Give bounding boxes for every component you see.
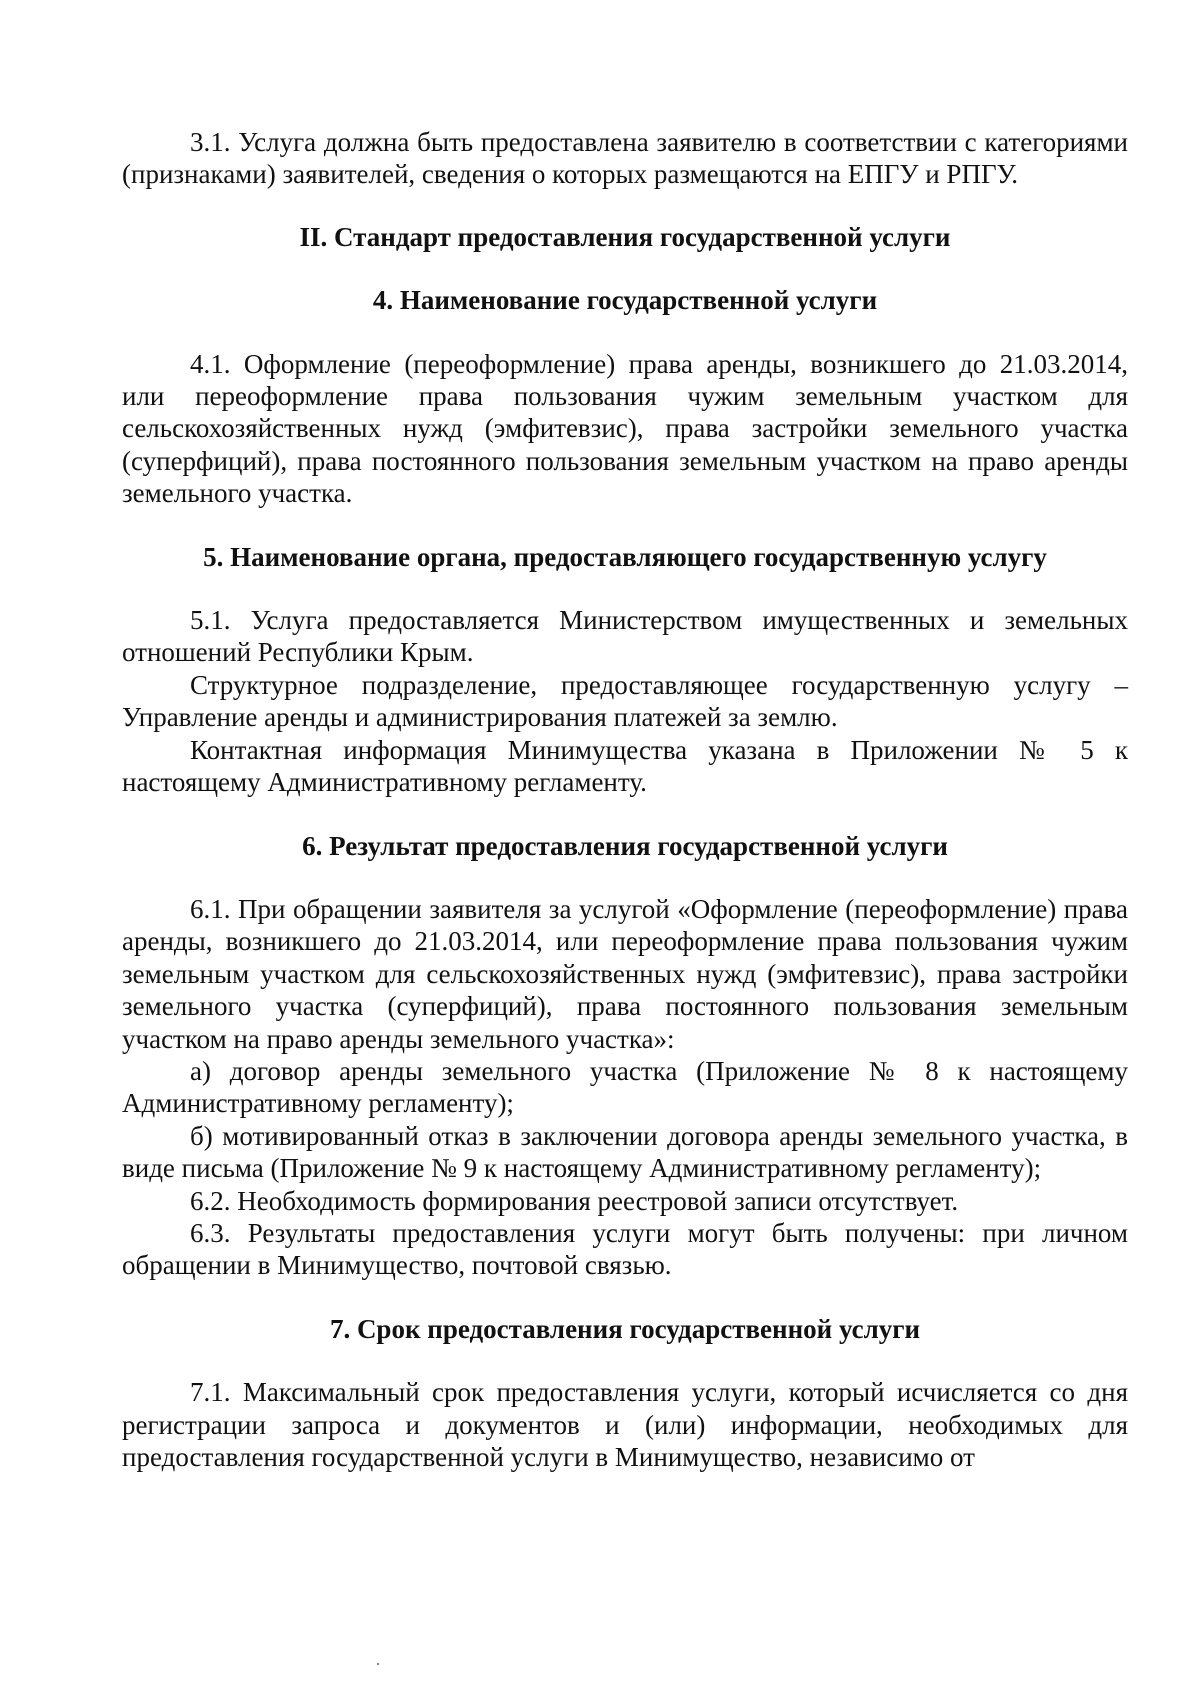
paragraph-6-3: 6.3. Результаты предоставления услуги могут быть получены: при личном обращении в Минимущество, почтовой связью. bbox=[122, 1217, 1128, 1281]
paragraph-7-1: 7.1. Максимальный срок предоставления услуги, который исчисляется со дня регистрации запроса и документов и (или) информации, необходимых для предоставления государственной услуги в Минимущество, независимо от bbox=[122, 1377, 1128, 1472]
paragraph-4-1: 4.1. Оформление (переоформление) права аренды, возникшего до 21.03.2014, или переоформление права пользования чужим земельным участком для сельскохозяйственных нужд (эмфитевзис), права застройки земельного участка (суперфиций), права постоянного пользования земельным участком на право аренды земельного участка. bbox=[122, 348, 1128, 509]
scan-speck bbox=[377, 1663, 379, 1665]
paragraph-6-2: 6.2. Необходимость формирования реестровой записи отсутствует. bbox=[190, 1185, 959, 1216]
paragraph-5-3: Контактная информация Минимущества указана в Приложении № 5 к настоящему Административному регламенту. bbox=[122, 734, 1128, 798]
document-page bbox=[122, 126, 1128, 1473]
paragraph-6-1-a: а) договор аренды земельного участка (Приложение № 8 к настоящему Административному регламенту); bbox=[122, 1055, 1128, 1119]
paragraph-5-1: 5.1. Услуга предоставляется Министерством имущественных и земельных отношений Республики Крым. bbox=[122, 605, 1128, 668]
paragraph-6-1-b: б) мотивированный отказ в заключении договора аренды земельного участка, в виде письма (Приложение № 9 к настоящему Административному регламенту); bbox=[122, 1120, 1128, 1184]
paragraph-3-1: 3.1. Услуга должна быть предоставлена заявителю в соответствии с категориями (признаками) заявителей, сведения о которых размещаются на ЕПГУ и РПГУ. bbox=[122, 127, 1128, 190]
paragraph-6-1: 6.1. При обращении заявителя за услугой «Оформление (переоформление) права аренды, возникшего до 21.03.2014, или переоформление права пользования чужим земельным участком для сельскохозяйственных нужд (эмфитевзис), права застройки земельного участка (суперфиций), права постоянного пользования земельным участком на право аренды земельного участка»: bbox=[122, 893, 1128, 1054]
heading-section-ii: II. Стандарт предоставления государственной услуги bbox=[299, 221, 951, 252]
heading-7: 7. Срок предоставления государственной услуги bbox=[329, 1313, 921, 1344]
heading-6: 6. Результат предоставления государственной услуги bbox=[302, 830, 948, 861]
paragraph-5-2: Структурное подразделение, предоставляющее государственную услугу – Управление аренды и администрирования платежей за землю. bbox=[122, 669, 1128, 733]
heading-4: 4. Наименование государственной услуги bbox=[372, 285, 878, 316]
heading-5: 5. Наименование органа, предоставляющего государственную услугу bbox=[203, 541, 1047, 572]
